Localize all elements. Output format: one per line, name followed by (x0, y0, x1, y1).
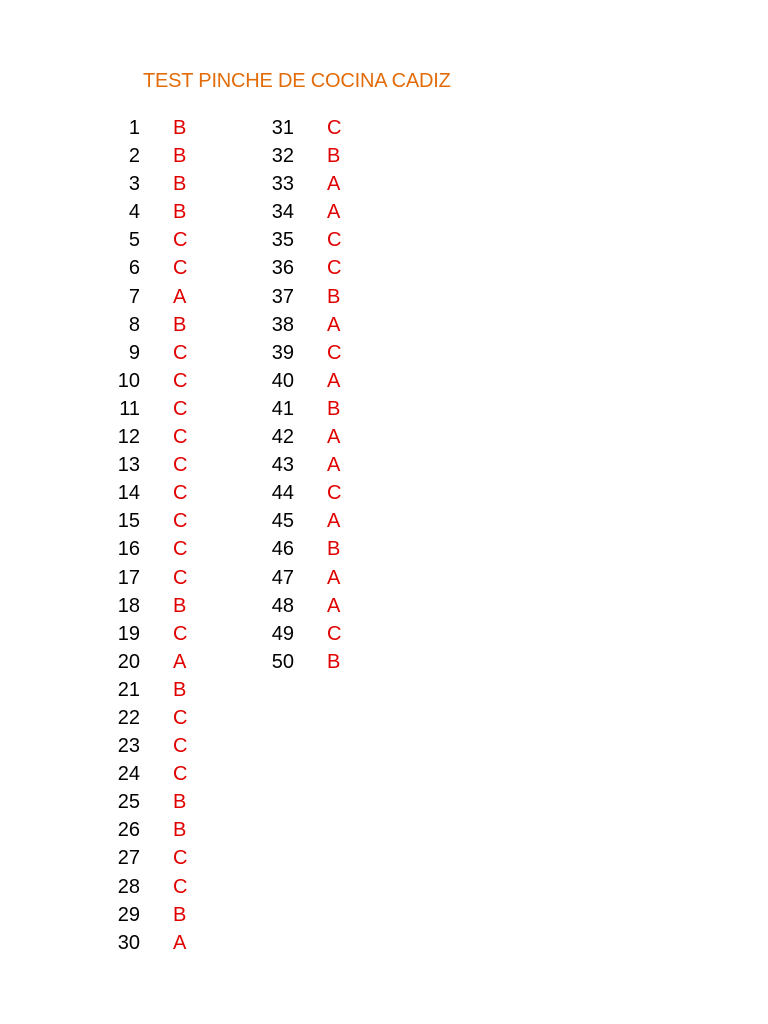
answer-letter: C (173, 229, 188, 252)
answer-letter: C (173, 341, 188, 364)
question-number: 45 (271, 510, 294, 533)
answer-letter: C (173, 735, 188, 758)
question-number: 8 (128, 313, 140, 336)
question-number: 15 (117, 510, 140, 533)
question-number: 28 (117, 875, 140, 898)
answer-letter: C (327, 257, 342, 280)
answer-letter: A (327, 510, 341, 533)
answer-letter: B (173, 903, 187, 926)
answer-letter: C (173, 538, 188, 561)
question-number: 12 (117, 426, 140, 449)
answer-letter: A (327, 201, 341, 224)
question-number: 21 (117, 678, 140, 701)
answer-letter: A (327, 313, 341, 336)
answer-letter: B (327, 397, 341, 420)
question-number: 26 (117, 819, 140, 842)
question-number: 40 (271, 369, 294, 392)
answer-letter: C (173, 482, 188, 505)
answer-letter: C (173, 763, 188, 786)
answer-letter: A (173, 285, 187, 308)
document-title: TEST PINCHE DE COCINA CADIZ (143, 70, 451, 92)
question-number: 37 (271, 285, 294, 308)
question-number: 46 (271, 538, 294, 561)
question-number: 14 (117, 482, 140, 505)
question-number: 44 (271, 482, 294, 505)
question-number: 25 (117, 791, 140, 814)
question-number: 36 (271, 257, 294, 280)
answer-letter: A (173, 931, 187, 954)
answer-letter: C (327, 229, 342, 252)
question-number: 9 (128, 341, 140, 364)
question-number: 24 (117, 763, 140, 786)
answer-letter: B (173, 201, 187, 224)
question-number: 2 (128, 145, 140, 168)
answer-letter: A (173, 650, 187, 673)
answer-letter: A (327, 173, 341, 196)
question-number: 49 (271, 622, 294, 645)
question-number: 11 (119, 397, 140, 420)
answer-letter: B (327, 285, 341, 308)
question-number: 38 (271, 313, 294, 336)
answer-letter: C (173, 397, 188, 420)
answer-letter: A (327, 594, 341, 617)
question-number: 5 (128, 229, 140, 252)
question-number: 10 (117, 369, 140, 392)
answer-letter: C (327, 341, 342, 364)
question-number: 42 (271, 426, 294, 449)
answer-letter: B (173, 594, 187, 617)
answer-letter: C (327, 482, 342, 505)
answer-letter: C (327, 117, 342, 139)
answer-letter: C (173, 426, 188, 449)
answer-letter: B (173, 819, 187, 842)
question-number: 41 (271, 397, 294, 420)
question-number: 18 (117, 594, 140, 617)
question-number: 17 (117, 566, 140, 589)
question-number: 22 (117, 706, 140, 729)
question-number: 43 (271, 454, 294, 477)
answer-letter: C (173, 510, 188, 533)
answer-letter: B (327, 538, 341, 561)
question-number: 20 (117, 650, 140, 673)
answer-letter: B (173, 173, 187, 196)
question-number: 50 (271, 650, 294, 673)
answer-letter: B (173, 313, 187, 336)
question-number: 33 (271, 173, 294, 196)
question-number: 6 (128, 257, 140, 280)
question-number: 29 (117, 903, 140, 926)
answer-letter: A (327, 454, 341, 477)
answer-letter: C (173, 369, 188, 392)
answer-letter: C (173, 257, 188, 280)
question-number: 48 (271, 594, 294, 617)
answer-letter: B (327, 650, 341, 673)
answer-letter: C (173, 566, 188, 589)
answer-letter: A (327, 566, 341, 589)
question-number: 35 (271, 229, 294, 252)
question-number: 39 (271, 341, 294, 364)
answer-letter: C (173, 847, 188, 870)
question-number: 7 (128, 285, 140, 308)
question-number: 4 (128, 201, 140, 224)
answer-letter: C (173, 622, 188, 645)
question-number: 19 (117, 622, 140, 645)
answer-letter: A (327, 426, 341, 449)
answer-letter: B (173, 117, 187, 139)
answer-letter: C (327, 622, 342, 645)
question-number: 13 (117, 454, 140, 477)
question-number: 30 (117, 931, 140, 954)
answer-letter: C (173, 454, 188, 477)
question-number: 1 (128, 117, 140, 139)
question-number: 23 (117, 735, 140, 758)
answer-letter: C (173, 706, 188, 729)
question-number: 31 (271, 117, 294, 139)
answer-letter: B (173, 678, 187, 701)
answer-letter: A (327, 369, 341, 392)
question-number: 16 (117, 538, 140, 561)
question-number: 27 (117, 847, 140, 870)
question-number: 34 (271, 201, 294, 224)
answer-letter: B (327, 145, 341, 168)
question-number: 3 (128, 173, 140, 196)
answer-letter: B (173, 791, 187, 814)
answer-letter: C (173, 875, 188, 898)
question-number: 47 (271, 566, 294, 589)
question-number: 32 (271, 145, 294, 168)
answer-letter: B (173, 145, 187, 168)
